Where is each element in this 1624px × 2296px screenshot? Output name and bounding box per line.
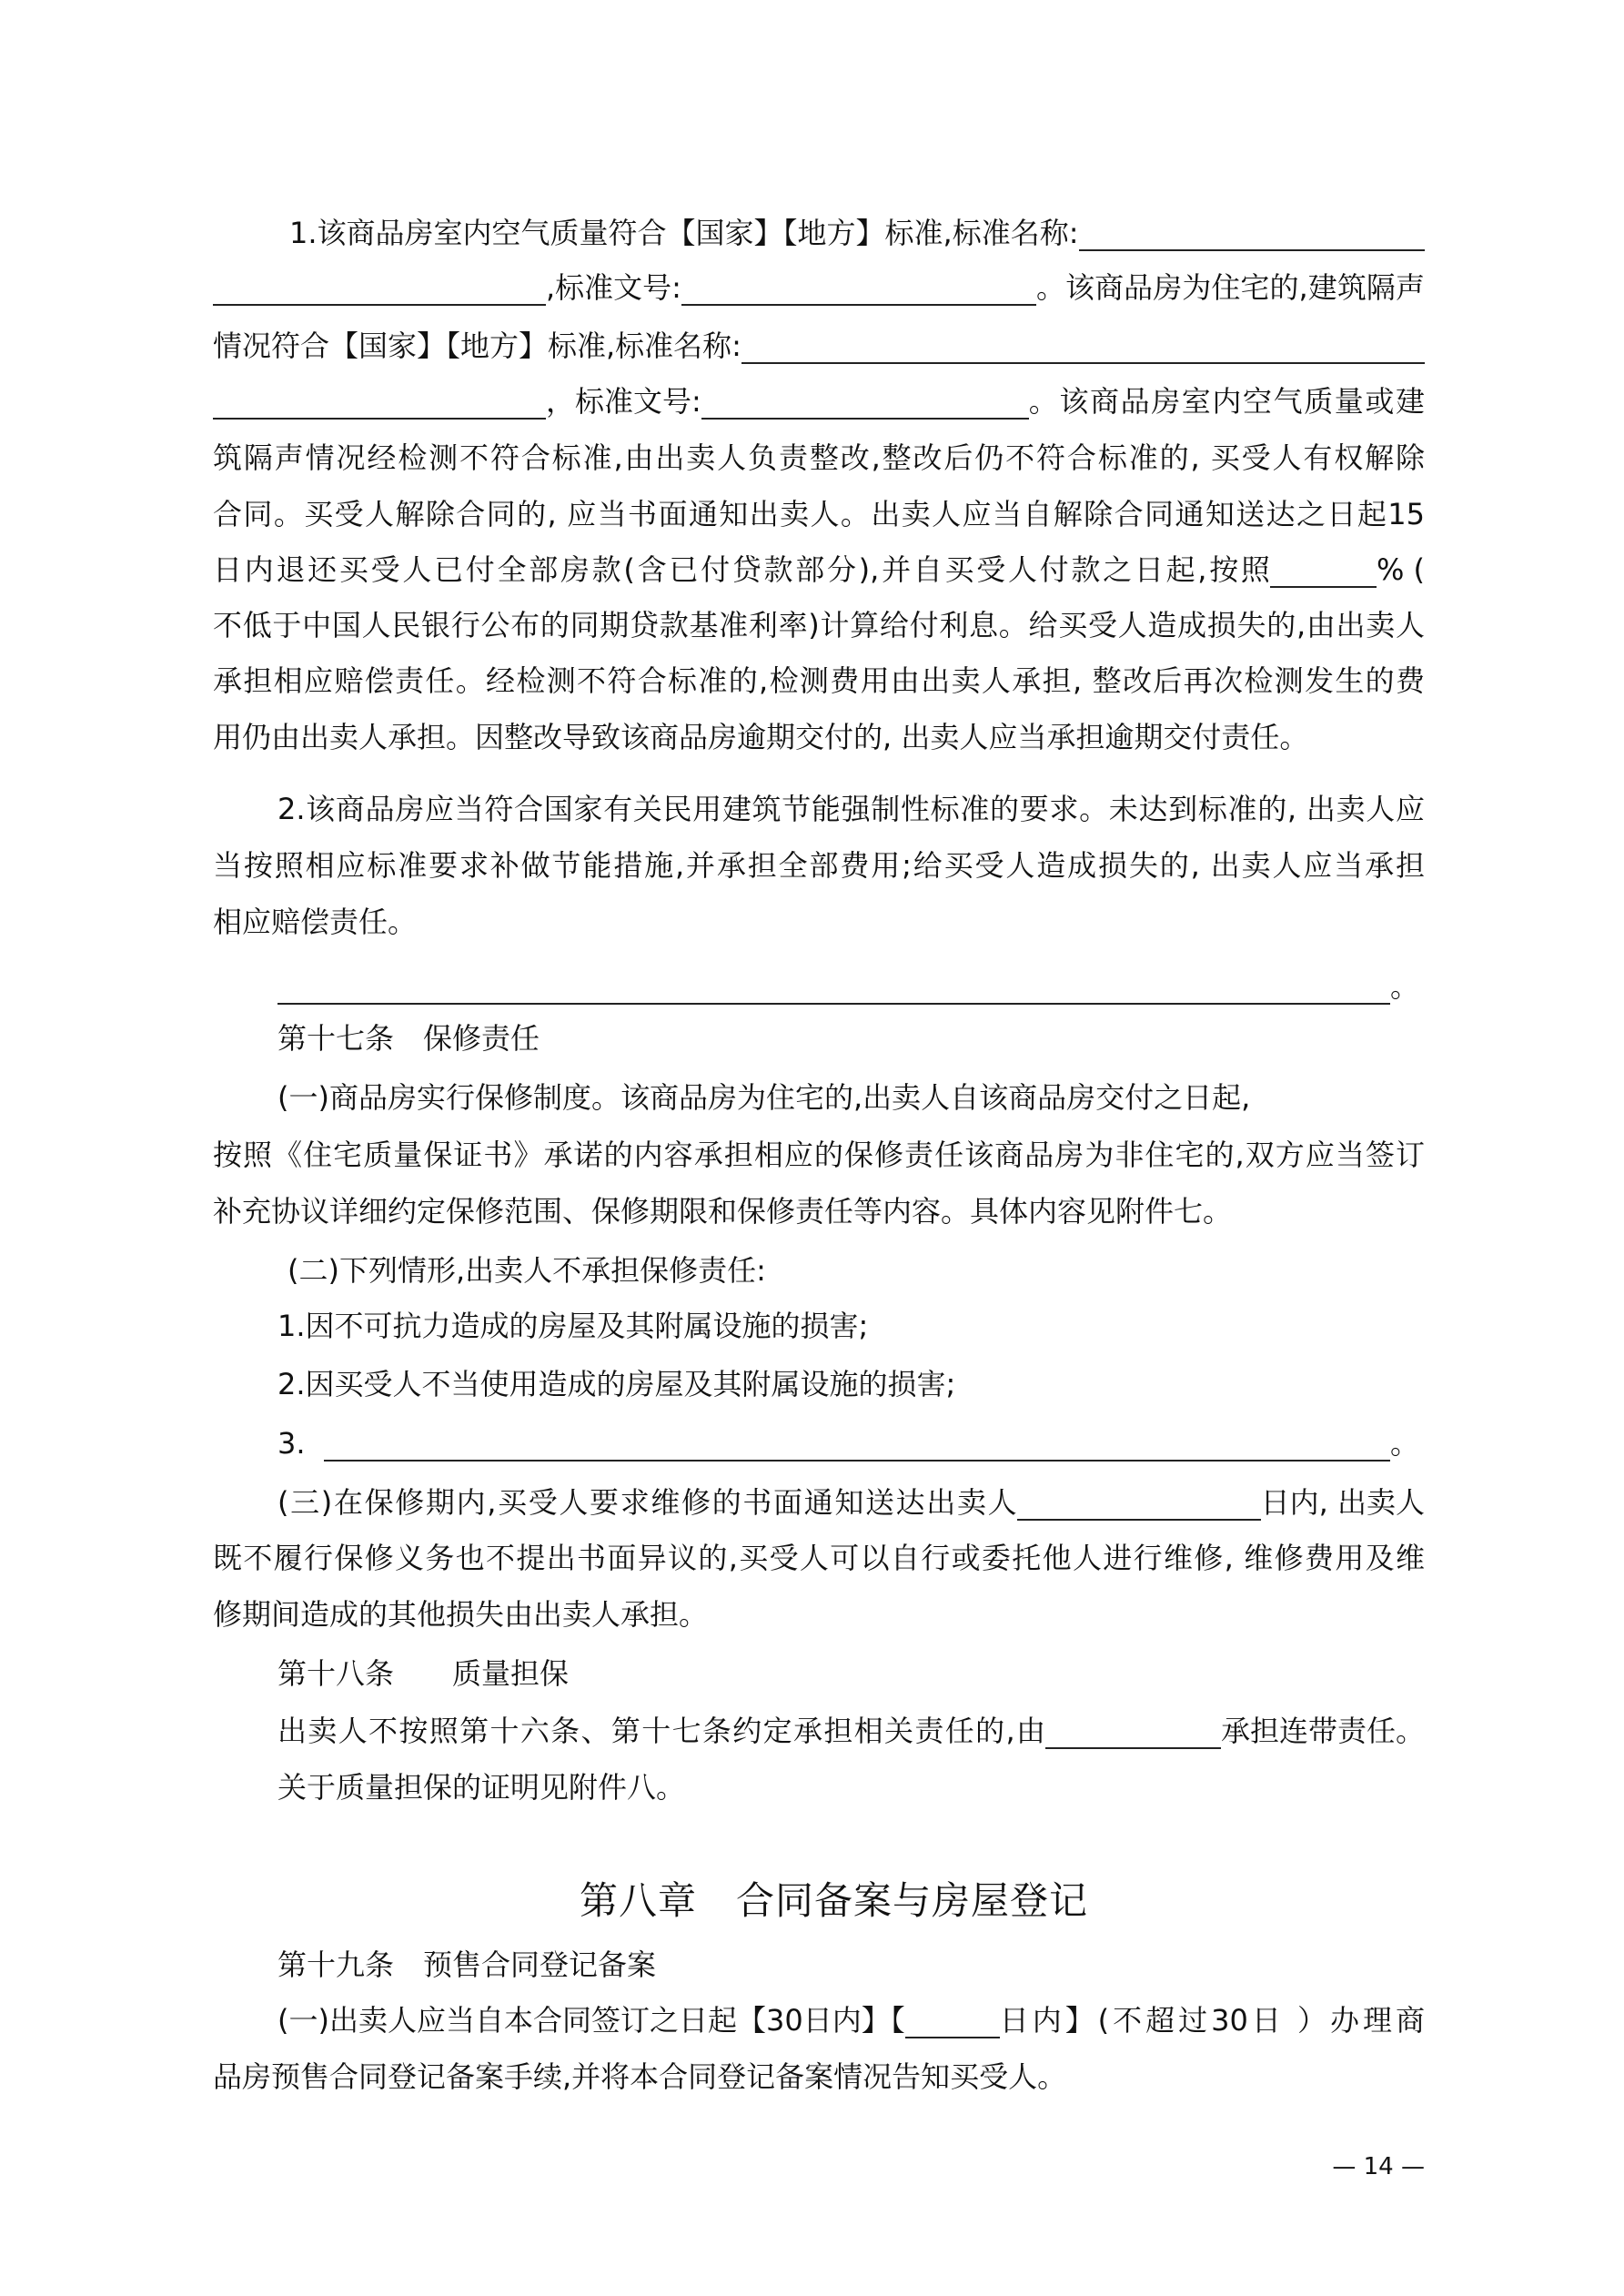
article-heading: 第十八条 质量担保 (277, 1656, 570, 1691)
paragraph-line (213, 206, 1425, 260)
blank-field-standard-number (681, 269, 1036, 306)
paragraph-line: 品房预售合同登记备案手续,并将本合同登记备案情况告知买受人。 (213, 2059, 1067, 2094)
text: (一)出卖人应当自本合同签订之日起【30日内】【 (277, 2003, 905, 2038)
article-heading: 第十九条 预售合同登记备案 (277, 1947, 657, 1982)
paragraph-line (277, 959, 1419, 1014)
text: ，标准文号: (546, 384, 701, 419)
page-number: — 14 — (1332, 2153, 1425, 2180)
paragraph-line: 补充协议详细约定保修范围、保修期限和保修责任等内容。具体内容见附件七。 (213, 1194, 1233, 1229)
text: 日内退还买受人已付全部房款(含已付贷款部分),并自买受人付款之日起,按照 (213, 552, 1270, 587)
paragraph-line (277, 1475, 1425, 1530)
paragraph-line: 既不履行保修义务也不提出书面异议的,买受人可以自行或委托他人进行维修, 维修费用及维 (213, 1541, 1425, 1575)
paragraph-line: 当按照相应标准要求补做节能措施,并承担全部费用;给买受人造成损失的, 出卖人应当承担 (213, 848, 1425, 883)
list-item (277, 1416, 1419, 1471)
text: 1.该商品房室内空气质量符合【国家】【地方】标准,标准名称: (289, 216, 1079, 250)
list-item: 2.因买受人不当使用造成的房屋及其附属设施的损害; (277, 1367, 956, 1401)
paragraph-line: 合同。买受人解除合同的, 应当书面通知出卖人。出卖人应当自解除合同通知送达之日起15 (213, 497, 1425, 531)
text: 3. (277, 1426, 306, 1461)
chapter-heading: 第八章 合同备案与房屋登记 (579, 1878, 1088, 1923)
text: 日内】(不超过30日 ）办理商 (999, 2003, 1425, 2038)
paragraph-line (277, 1993, 1425, 2048)
paragraph-line: 筑隔声情况经检测不符合标准,由出卖人负责整改,整改后仍不符合标准的, 买受人有权解除 (213, 440, 1425, 475)
text: 承担连带责任。 (1220, 1714, 1425, 1748)
text: 情况符合【国家】【地方】标准,标准名称: (213, 329, 741, 363)
text: 出卖人不按照第十六条、第十七条约定承担相关责任的,由 (277, 1714, 1045, 1748)
text: 日内, 出卖人 (1260, 1485, 1425, 1520)
paragraph-line: 承担相应赔偿责任。经检测不符合标准的,检测费用由出卖人承担, 整改后再次检测发生的费 (213, 663, 1425, 698)
text: 。该商品房为住宅的,建筑隔声 (1035, 270, 1425, 305)
blank-field (213, 269, 546, 306)
paragraph-line (213, 374, 1425, 429)
paragraph-line (277, 1704, 1425, 1758)
paragraph-line: (一)商品房实行保修制度。该商品房为住宅的,出卖人自该商品房交付之日起, (277, 1080, 1251, 1115)
blank-field-guarantor (1045, 1713, 1221, 1749)
article-heading: 第十七条 保修责任 (277, 1021, 540, 1056)
blank-field (213, 383, 546, 420)
paragraph-line (213, 260, 1425, 315)
paragraph-line: 关于质量担保的证明见附件八。 (277, 1770, 686, 1805)
text: ,标准文号: (546, 270, 681, 305)
blank-field-standard-name (1079, 215, 1426, 251)
paragraph-line (213, 319, 1425, 373)
blank-field (701, 383, 1029, 420)
paragraph-line: 不低于中国人民银行公布的同期贷款基准利率)计算给付利息。给买受人造成损失的,由出卖人 (213, 608, 1425, 642)
blank-field-days (1017, 1484, 1261, 1521)
text: 。 (1389, 1426, 1419, 1461)
text: 。该商品房室内空气质量或建 (1028, 384, 1425, 419)
blank-field-interest-rate (1270, 551, 1377, 588)
paragraph-line: (二)下列情形,出卖人不承担保修责任: (287, 1253, 766, 1288)
paragraph-line: 按照《住宅质量保证书》承诺的内容承担相应的保修责任该商品房为非住宅的,双方应当签订 (213, 1138, 1425, 1172)
text: % ( (1376, 552, 1425, 587)
blank-field (277, 968, 1390, 1005)
paragraph-line: 2.该商品房应当符合国家有关民用建筑节能强制性标准的要求。未达到标准的, 出卖人应 (277, 792, 1425, 826)
text: (三)在保修期内,买受人要求维修的书面通知送达出卖人 (277, 1485, 1017, 1520)
paragraph-line: 用仍由出卖人承担。因整改导致该商品房逾期交付的, 出卖人应当承担逾期交付责任。 (213, 720, 1309, 754)
paragraph-line (213, 542, 1425, 597)
paragraph-line: 相应赔偿责任。 (213, 905, 418, 939)
blank-field (741, 328, 1425, 364)
blank-field-days (905, 2002, 1000, 2038)
blank-field (324, 1425, 1390, 1462)
list-item: 1.因不可抗力造成的房屋及其附属设施的损害; (277, 1309, 869, 1343)
text: 。 (1389, 969, 1419, 1004)
paragraph-line: 修期间造成的其他损失由出卖人承担。 (213, 1597, 709, 1632)
